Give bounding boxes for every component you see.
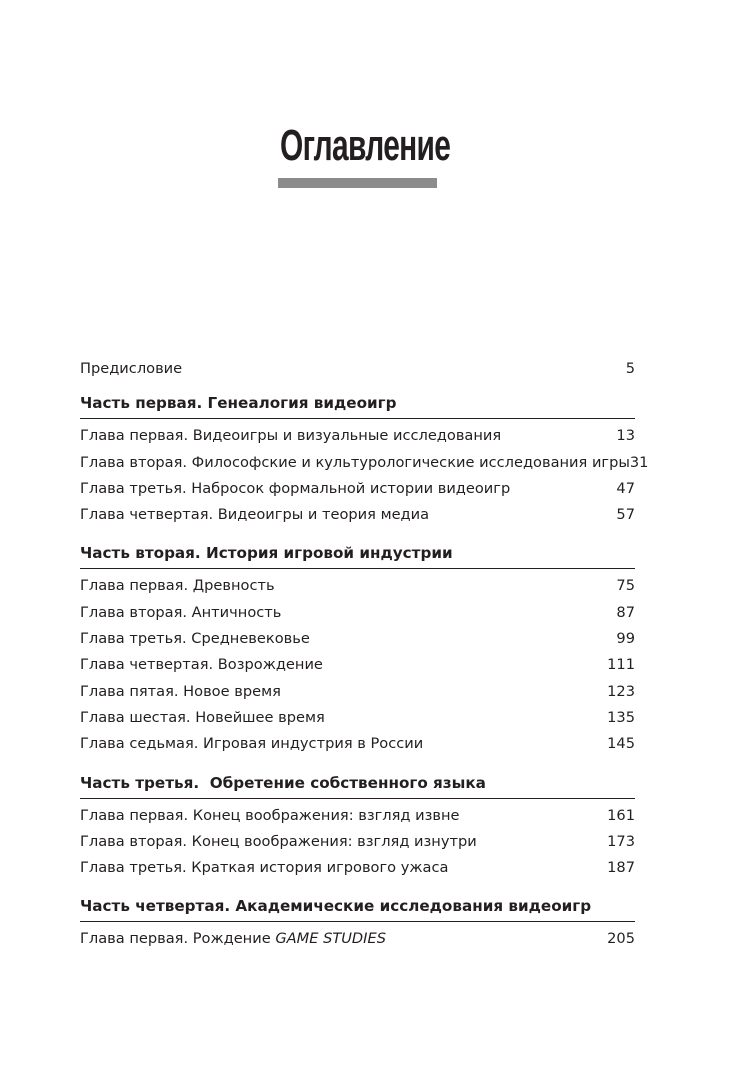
entry-page-number: 47 xyxy=(616,479,635,497)
entry-title: Глава первая. Древность xyxy=(80,577,275,595)
entry-title: Глава третья. Набросок формальной истории видеоигр xyxy=(80,479,511,497)
toc-entry[interactable] xyxy=(80,476,635,502)
entry-title: Глава третья. Средневековье xyxy=(80,630,310,648)
toc-entry[interactable] xyxy=(80,652,635,678)
page-title: Оглавление xyxy=(280,121,451,170)
part-heading: Часть вторая. История игровой индустрии xyxy=(80,540,635,569)
toc-entry[interactable] xyxy=(80,600,635,626)
toc-entry[interactable] xyxy=(80,731,635,757)
toc-entry-foreword[interactable] xyxy=(80,356,635,382)
entry-page-number: 123 xyxy=(607,682,635,700)
entry-page-number: 111 xyxy=(607,656,635,674)
entry-page-number: 75 xyxy=(616,577,635,595)
entry-title: Глава четвертая. Видеоигры и теория медиа xyxy=(80,506,430,524)
toc-entry[interactable] xyxy=(80,803,635,829)
entry-title-italic: GAME STUDIES xyxy=(275,930,386,948)
toc-entry[interactable] xyxy=(80,829,635,855)
toc-entry[interactable] xyxy=(80,450,649,476)
entry-page-number: 205 xyxy=(607,930,635,948)
entry-title: Глава шестая. Новейшее время xyxy=(80,708,325,726)
entry-page-number: 145 xyxy=(607,735,635,753)
entry-page-number: 31 xyxy=(629,453,649,471)
entry-title: Глава третья. Краткая история игрового ужаса xyxy=(80,859,449,877)
entry-page-number: 13 xyxy=(616,427,635,445)
entry-page-number: 173 xyxy=(607,832,635,850)
part-heading: Часть первая. Генеалогия видеоигр xyxy=(80,390,635,419)
entry-title: Предисловие xyxy=(80,360,183,377)
entry-page-number: 87 xyxy=(616,603,635,621)
toc-entry[interactable] xyxy=(80,679,635,705)
part-heading: Часть четвертая. Академические исследования видеоигр xyxy=(80,893,635,922)
entry-title-text: Глава первая. Рождение xyxy=(80,930,276,948)
toc-entry[interactable] xyxy=(80,626,635,652)
entry-title: Глава четвертая. Возрождение xyxy=(80,656,323,674)
entry-page-number: 57 xyxy=(616,506,635,524)
entry-title xyxy=(80,926,386,952)
entry-title: Глава вторая. Античность xyxy=(80,603,282,621)
entry-title: Глава пятая. Новое время xyxy=(80,682,281,700)
toc-entry[interactable] xyxy=(80,855,635,881)
entry-page-number: 161 xyxy=(607,806,635,824)
entry-page-number: 135 xyxy=(607,708,635,726)
entry-page-number: 99 xyxy=(616,630,635,648)
entry-title: Глава седьмая. Игровая индустрия в России xyxy=(80,735,424,753)
toc-entry[interactable] xyxy=(80,705,635,731)
table-of-contents xyxy=(80,356,649,953)
entry-title: Глава вторая. Конец воображения: взгляд изнутри xyxy=(80,832,477,850)
entry-title: Глава первая. Видеоигры и визуальные исследования xyxy=(80,427,502,445)
entry-page-number: 5 xyxy=(625,360,635,377)
entry-page-number: 187 xyxy=(607,859,635,877)
entry-title: Глава вторая. Философские и культурологические исследования игры xyxy=(80,453,630,471)
entry-title: Глава первая. Конец воображения: взгляд извне xyxy=(80,806,460,824)
title-underline-bar xyxy=(278,178,437,188)
toc-entry[interactable] xyxy=(80,423,635,449)
toc-entry[interactable] xyxy=(80,573,635,599)
toc-entry[interactable] xyxy=(80,502,635,528)
toc-entry[interactable] xyxy=(80,926,635,952)
part-heading: Часть третья. Обретение собственного языка xyxy=(80,770,635,799)
